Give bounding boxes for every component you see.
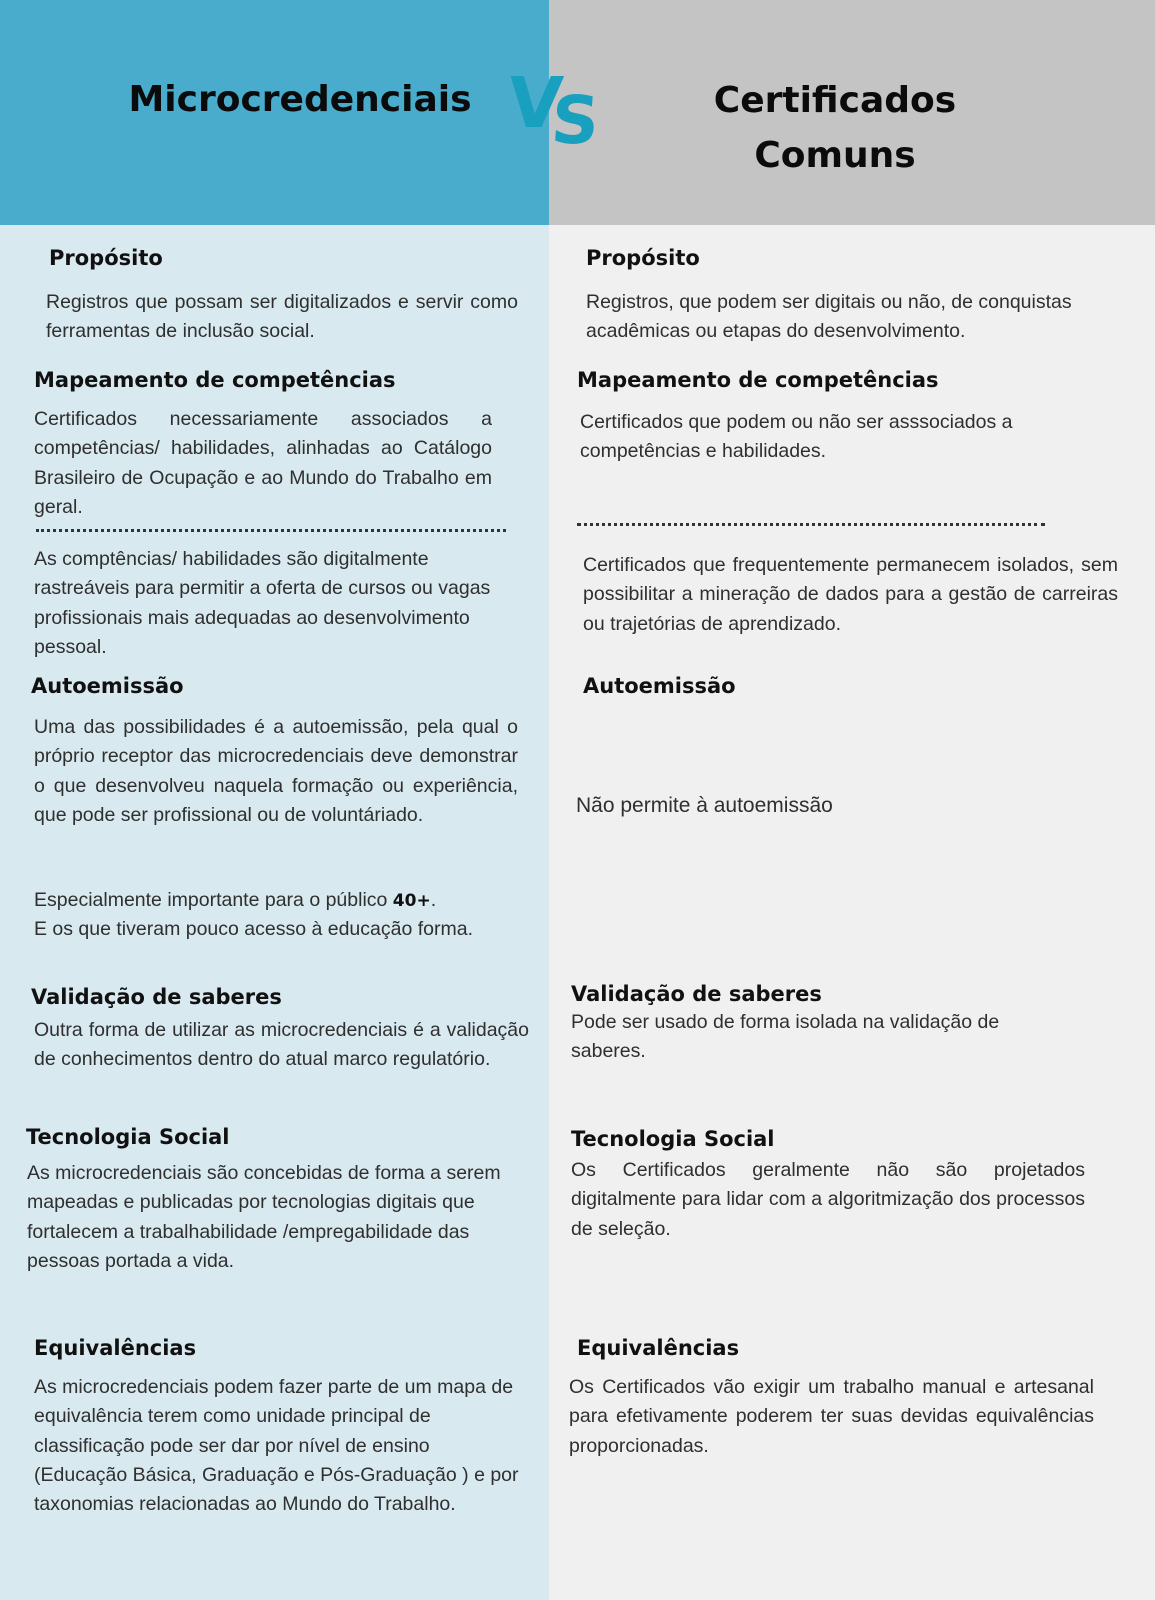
right-autoemissao-heading: Autoemissão [583,674,736,698]
right-equivalencias-text: Os Certificados vão exigir um trabalho manual e artesanal para efetivamente poderem ter suas devidas equivalências proporcionadas. [569,1376,1094,1457]
right-autoemissao-text: Não permite à autoemissão [576,794,833,817]
left-mapeamento-text1: Certificados necessariamente associados a competências/ habilidades, alinhadas ao Catálogo Brasileiro de Ocupação e ao Mundo do Trabalho em geral. [34,408,492,518]
right-tecnologia-text: Os Certificados geralmente não são projetados digitalmente para lidar com a algoritmização dos processos de seleção. [571,1159,1085,1240]
right-proposito-text: Registros, que podem ser digitais ou não, de conquistas acadêmicas ou etapas do desenvolvimento. [586,291,1072,343]
left-autoemissao-text1: Uma das possibilidades é a autoemissão, pela qual o próprio receptor das microcredenciais deve demonstrar o que desenvolveu naquela formação ou experiência, que pode ser profissional ou de voluntáriado. [34,716,518,826]
left-proposito-heading: Propósito [49,246,163,270]
left-tecnologia-text: As microcredenciais são concebidas de forma a serem mapeadas e publicadas por tecnologias digitais que fortalecem a trabalhabilidade /empregabilidade das pessoas portada a vida. [27,1162,501,1272]
left-mapeamento-text2: As comptências/ habilidades são digitalmente rastreáveis para permitir a oferta de cursos ou vagas profissionais mais adequadas ao desenvolvimento pessoal. [34,548,491,658]
left-autoemissao-text2 [34,886,518,916]
left-equivalencias-text: As microcredenciais podem fazer parte de um mapa de equivalência terem como unidade principal de classificação pode ser dar por nível de ensino (Educação Básica, Graduação e Pós-Graduação ) e por taxonomias relacionadas ao Mundo do Trabalho. [34,1376,519,1516]
vs-logo-icon [505,62,593,159]
right-mapeamento-text1: Certificados que podem ou não ser asssociados a competências e habilidades. [580,411,1013,463]
right-mapeamento-heading: Mapeamento de competências [577,368,939,392]
vs-letter-s: S [548,82,592,159]
left-title: Microcredenciais [128,79,472,120]
left-autoemissao-text3: E os que tiveram pouco acesso à educação forma. [34,918,473,940]
right-dotted-divider [577,523,1045,526]
left-autoemissao-text2-prefix: Especialmente importante para o público [34,889,393,911]
left-autoemissao-text2-suffix: . [430,889,437,911]
left-autoemissao-heading: Autoemissão [31,674,184,698]
right-title-line1: Certificados [713,80,957,121]
left-mapeamento-heading: Mapeamento de competências [34,368,396,392]
right-validacao-heading: Validação de saberes [571,982,822,1006]
left-validacao-heading: Validação de saberes [31,985,282,1009]
right-title [660,73,1010,183]
right-tecnologia-heading: Tecnologia Social [571,1127,775,1151]
right-validacao-text: Pode ser usado de forma isolada na validação de saberes. [571,1011,1000,1063]
right-equivalencias-heading: Equivalências [577,1336,740,1360]
left-equivalencias-heading: Equivalências [34,1336,197,1360]
left-tecnologia-heading: Tecnologia Social [26,1125,230,1149]
right-title-line2: Comuns [754,135,916,176]
vs-letter-v: V [505,62,556,144]
right-mapeamento-text2: Certificados que frequentemente permanecem isolados, sem possibilitar a mineração de dados para a gestão de carreiras ou trajetórias de aprendizado. [583,554,1118,635]
left-dotted-divider [36,529,506,532]
left-autoemissao-text2-bold: 40+ [392,891,431,911]
right-proposito-heading: Propósito [586,246,700,270]
left-proposito-text: Registros que possam ser digitalizados e servir como ferramentas de inclusão social. [46,291,518,343]
left-validacao-text: Outra forma de utilizar as microcredenciais é a validação de conhecimentos dentro do atual marco regulatório. [34,1019,529,1071]
